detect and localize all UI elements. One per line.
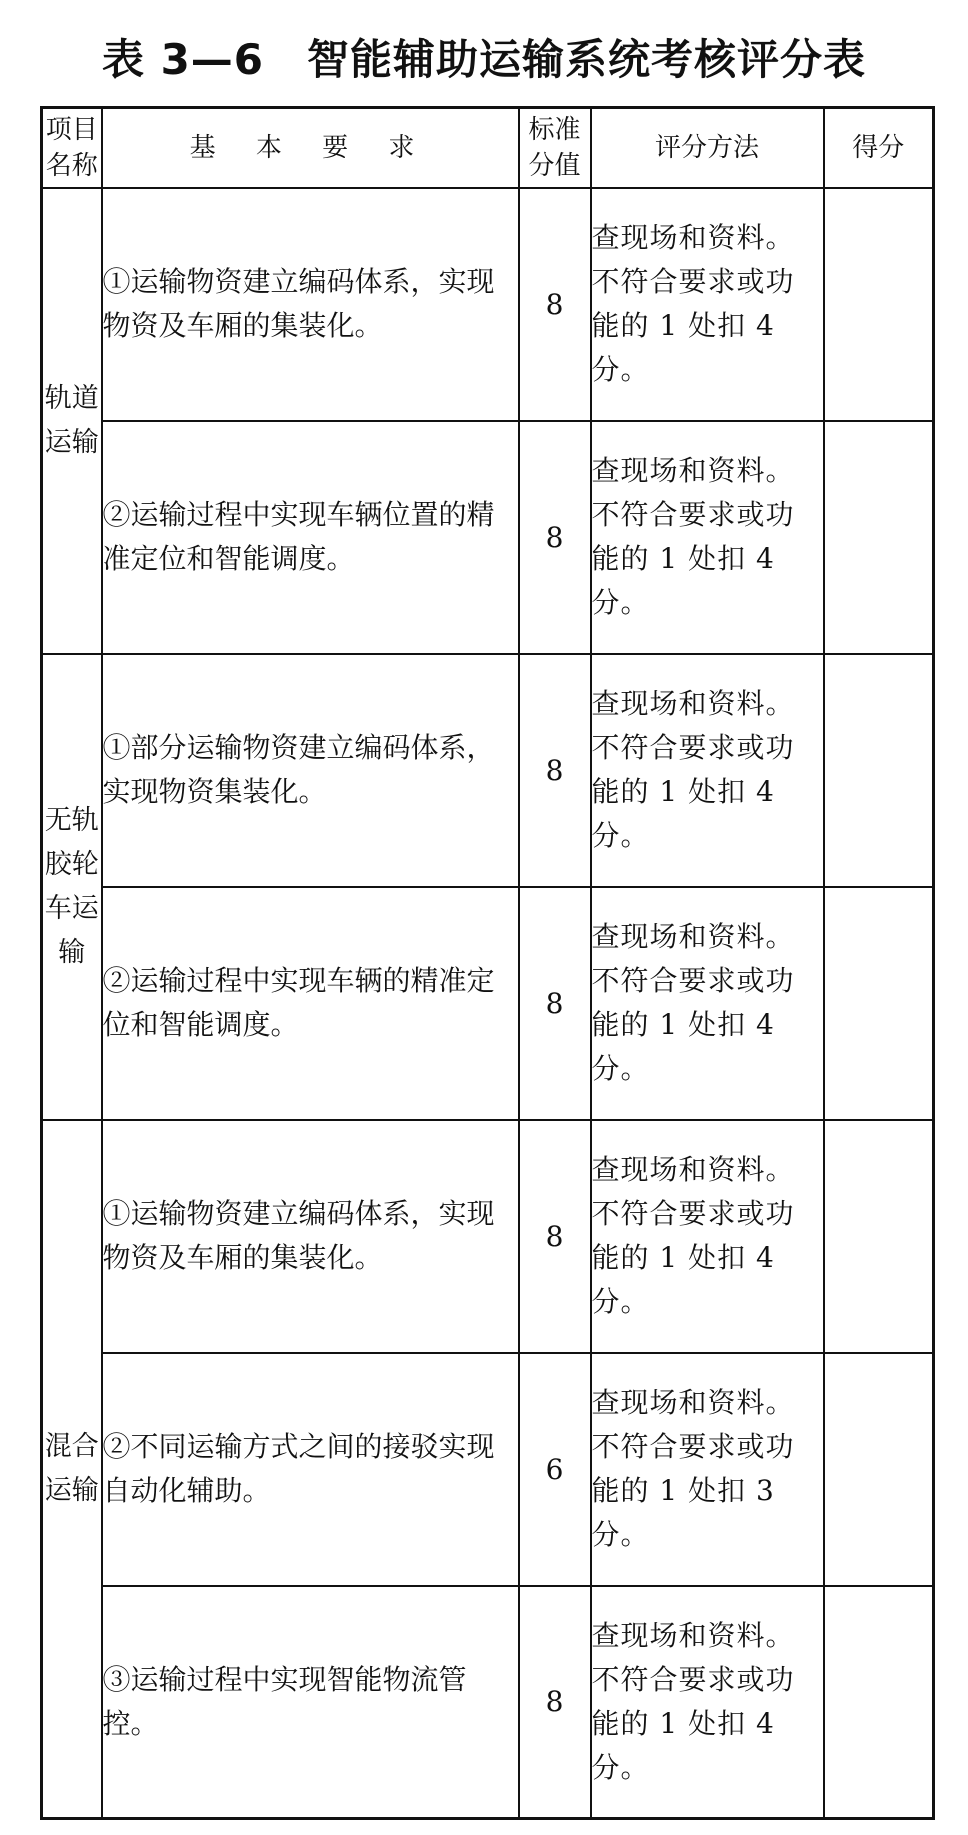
scoring-table [40,106,935,1820]
header-row [42,108,934,188]
method-cell: 查现场和资料。不符合要求或功能的 1 处扣 3 分。 [591,1353,824,1586]
requirement-cell: ①运输物资建立编码体系，实现物资及车厢的集装化。 [102,1120,519,1353]
requirement-cell: ②运输过程中实现车辆位置的精准定位和智能调度。 [102,421,519,654]
category-mixed: 混合运输 [42,1120,102,1819]
score-cell [824,654,934,887]
header-requirement: 基 本 要 求 [102,108,519,188]
requirement-cell: ②运输过程中实现车辆的精准定位和智能调度。 [102,887,519,1120]
standard-score: 8 [519,887,591,1120]
header-method: 评分方法 [591,108,824,188]
score-cell [824,188,934,421]
standard-score: 8 [519,188,591,421]
standard-score: 8 [519,654,591,887]
standard-score: 8 [519,1586,591,1819]
requirement-cell: ①运输物资建立编码体系，实现物资及车厢的集装化。 [102,188,519,421]
table-row [42,188,934,421]
table-row [42,421,934,654]
score-cell [824,421,934,654]
requirement-cell: ①部分运输物资建立编码体系，实现物资集装化。 [102,654,519,887]
method-cell: 查现场和资料。不符合要求或功能的 1 处扣 4 分。 [591,188,824,421]
table-row [42,1120,934,1353]
standard-score: 6 [519,1353,591,1586]
header-category: 项目名称 [42,108,102,188]
category-trackless: 无轨胶轮车运输 [42,654,102,1120]
table-row [42,887,934,1120]
requirement-cell: ③运输过程中实现智能物流管控。 [102,1586,519,1819]
header-score: 得分 [824,108,934,188]
header-standard: 标准分值 [519,108,591,188]
method-cell: 查现场和资料。不符合要求或功能的 1 处扣 4 分。 [591,1586,824,1819]
requirement-cell: ②不同运输方式之间的接驳实现自动化辅助。 [102,1353,519,1586]
method-cell: 查现场和资料。不符合要求或功能的 1 处扣 4 分。 [591,654,824,887]
method-cell: 查现场和资料。不符合要求或功能的 1 处扣 4 分。 [591,421,824,654]
method-cell: 查现场和资料。不符合要求或功能的 1 处扣 4 分。 [591,887,824,1120]
standard-score: 8 [519,1120,591,1353]
method-cell: 查现场和资料。不符合要求或功能的 1 处扣 4 分。 [591,1120,824,1353]
table-row [42,1586,934,1819]
score-cell [824,1353,934,1586]
standard-score: 8 [519,421,591,654]
table-row [42,1353,934,1586]
category-rail: 轨道运输 [42,188,102,654]
table-row [42,654,934,887]
score-cell [824,1586,934,1819]
score-cell [824,1120,934,1353]
score-cell [824,887,934,1120]
table-title: 表 3—6 智能辅助运输系统考核评分表 [101,35,867,84]
